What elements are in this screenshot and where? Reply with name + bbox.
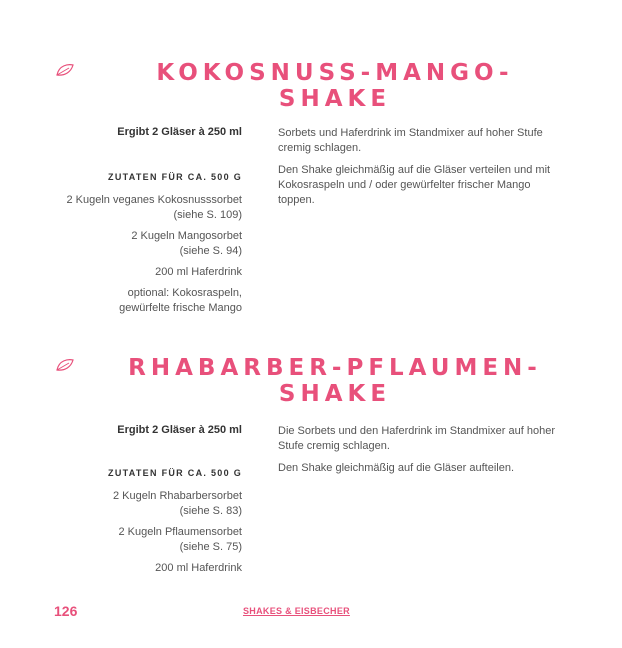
ingredient-line: 2 Kugeln veganes Kokosnusssorbet — [66, 194, 242, 206]
title-line: SHAKE — [278, 381, 392, 407]
title-line: RHABARBER-PFLAUMEN- — [128, 355, 542, 381]
ingredient-line: 200 ml Haferdrink — [155, 562, 242, 574]
title-line: SHAKE — [278, 86, 392, 112]
ingredients-list — [22, 489, 242, 582]
ingredient-item — [22, 229, 242, 259]
leaf-icon — [56, 63, 74, 77]
page-number: 126 — [54, 603, 78, 619]
ingredient-line: 2 Kugeln Mangosorbet — [131, 230, 242, 242]
ingredients-heading: ZUTATEN FÜR CA. 500 G — [108, 172, 242, 182]
recipe-title — [100, 60, 570, 112]
ingredient-item — [22, 489, 242, 519]
yield: Ergibt 2 Gläser à 250 ml — [117, 424, 242, 436]
leaf-icon — [56, 358, 74, 372]
chapter-link[interactable]: SHAKES & EISBECHER — [243, 606, 350, 616]
recipe-title — [100, 355, 570, 407]
steps-list — [278, 126, 568, 215]
ingredient-line: 2 Kugeln Pflaumensorbet — [118, 526, 242, 538]
ingredient-line: (siehe S. 75) — [179, 541, 242, 553]
ingredient-item — [22, 286, 242, 316]
ingredient-item — [22, 265, 242, 280]
ingredient-line: (siehe S. 94) — [179, 245, 242, 257]
yield: Ergibt 2 Gläser à 250 ml — [117, 126, 242, 138]
step: Sorbets und Haferdrink im Standmixer auf hoher Stufe cremig schlagen. — [278, 127, 543, 154]
ingredient-line: 2 Kugeln Rhabarbersorbet — [112, 490, 242, 502]
ingredient-line: (siehe S. 109) — [173, 209, 242, 221]
ingredient-line: optional: Kokosraspeln, — [127, 287, 242, 299]
ingredient-item — [22, 193, 242, 223]
step: Den Shake gleichmäßig auf die Gläser aufteilen. — [278, 462, 515, 474]
steps-list — [278, 424, 568, 483]
ingredient-line: (siehe S. 83) — [179, 505, 242, 517]
ingredient-item — [22, 561, 242, 576]
ingredients-heading: ZUTATEN FÜR CA. 500 G — [108, 468, 242, 478]
ingredient-item — [22, 525, 242, 555]
step: Die Sorbets und den Haferdrink im Standmixer auf hoher Stufe cremig schlagen. — [278, 425, 555, 452]
ingredient-line: 200 ml Haferdrink — [155, 266, 242, 278]
ingredients-list — [22, 193, 242, 322]
step: Den Shake gleichmäßig auf die Gläser verteilen und mit Kokosraspeln und / oder gewürfelter frischer Mango toppen. — [278, 164, 551, 206]
ingredient-line: gewürfelte frische Mango — [119, 302, 242, 314]
title-line: KOKOSNUSS-MANGO- — [156, 60, 514, 86]
